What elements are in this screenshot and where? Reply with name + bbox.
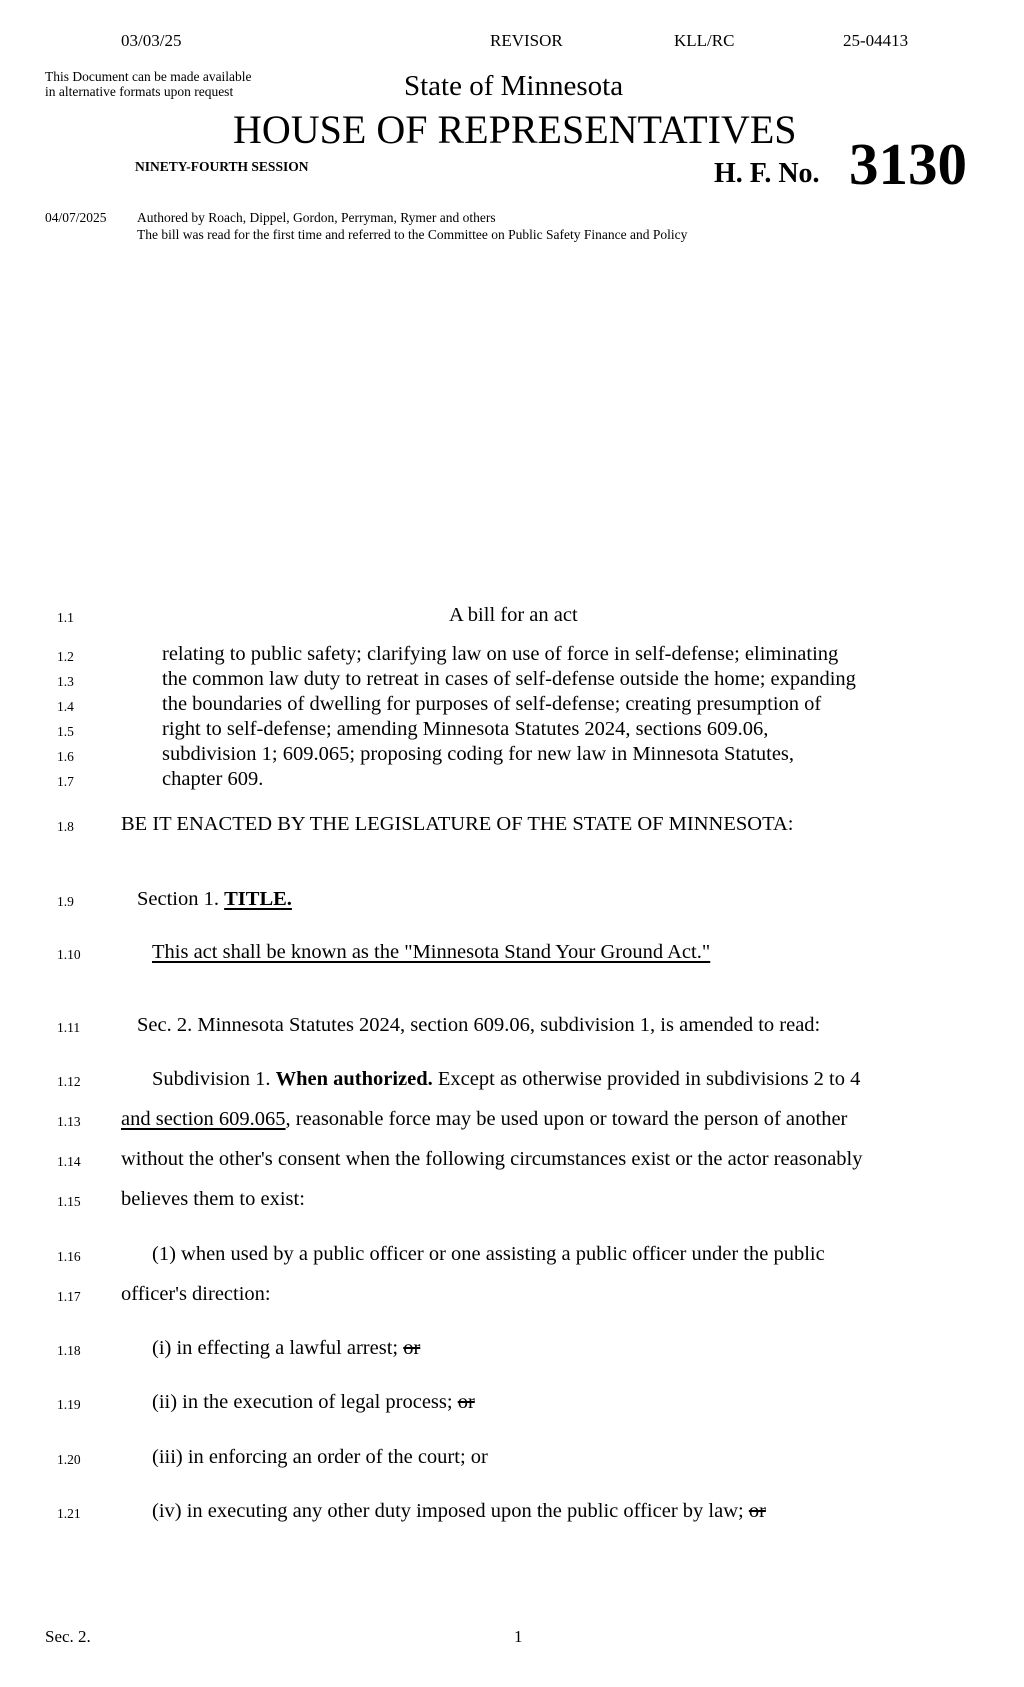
line-number: 1.20 [57, 1452, 81, 1467]
statute-text: (1) when used by a public officer or one assisting a public officer under the public [152, 1243, 825, 1265]
line-number: 1.8 [57, 819, 74, 834]
line-number: 1.19 [57, 1397, 81, 1412]
title-text: chapter 609. [162, 768, 264, 790]
header-date: 03/03/25 [121, 31, 182, 50]
statute-text [152, 1391, 475, 1414]
authors-line: Authored by Roach, Dippel, Gordon, Perryman, Rymer and others [137, 210, 496, 225]
line-number: 1.3 [57, 674, 74, 689]
line-number: 1.6 [57, 749, 74, 764]
referral-line: The bill was read for the first time and referred to the Committee on Public Safety Finance and Policy [137, 227, 688, 242]
subdivision-title: When authorized. [275, 1068, 433, 1090]
line-number: 1.16 [57, 1249, 81, 1264]
header-initials: KLL/RC [674, 31, 735, 50]
section-title: TITLE. [224, 888, 292, 910]
deleted-text: or [403, 1337, 421, 1359]
section-heading [137, 888, 292, 911]
header-doc-number: 25-04413 [843, 31, 909, 50]
line-number: 1.1 [57, 610, 74, 625]
footer-section: Sec. 2. [45, 1627, 91, 1646]
line-number: 1.15 [57, 1194, 81, 1209]
line-number: 1.4 [57, 699, 74, 714]
line-number: 1.18 [57, 1343, 81, 1358]
statute-text [152, 1068, 860, 1091]
title-text: right to self-defense; amending Minnesota Statutes 2024, sections 609.06, [162, 718, 769, 740]
title-text: subdivision 1; 609.065; proposing coding for new law in Minnesota Statutes, [162, 743, 795, 765]
title-text: the common law duty to retreat in cases of self-defense outside the home; expanding [162, 668, 856, 690]
statute-text: without the other's consent when the following circumstances exist or the actor reasonably [121, 1148, 863, 1170]
line-number: 1.21 [57, 1506, 81, 1521]
statute-text-span: (iv) in executing any other duty imposed upon the public officer by law; [152, 1500, 749, 1522]
line-number: 1.10 [57, 947, 81, 962]
chamber-title: HOUSE OF REPRESENTATIVES [233, 107, 797, 152]
statute-text: believes them to exist: [121, 1188, 305, 1210]
short-title-text: This act shall be known as the "Minnesota Stand Your Ground Act." [152, 941, 711, 963]
line-number: 1.5 [57, 724, 74, 739]
page-number: 1 [514, 1627, 523, 1646]
accessibility-notice-line-1: This Document can be made available [45, 69, 252, 84]
statute-text-span: Except as otherwise provided in subdivisions 2 to 4 [432, 1068, 861, 1090]
session-label: NINETY-FOURTH SESSION [135, 159, 309, 174]
section-label: Section 1. [137, 888, 225, 910]
line-number: 1.14 [57, 1154, 81, 1169]
intro-date: 04/07/2025 [45, 210, 107, 225]
statute-text-span: , reasonable force may be used upon or toward the person of another [285, 1108, 848, 1130]
enacting-clause: BE IT ENACTED BY THE LEGISLATURE OF THE STATE OF MINNESOTA: [121, 813, 794, 835]
statute-text-span: (ii) in the execution of legal process; [152, 1391, 458, 1413]
statute-text [152, 1500, 766, 1523]
line-number: 1.9 [57, 894, 74, 909]
line-number: 1.7 [57, 774, 74, 789]
hf-number: 3130 [849, 131, 967, 197]
title-text: the boundaries of dwelling for purposes of self-defense; creating presumption of [162, 693, 822, 715]
deleted-text: or [457, 1391, 475, 1413]
line-number: 1.13 [57, 1114, 81, 1129]
subdivision-label: Subdivision 1. [152, 1068, 276, 1090]
inserted-text: and section 609.065 [121, 1108, 286, 1130]
section-heading: Sec. 2. Minnesota Statutes 2024, section 609.06, subdivision 1, is amended to read: [137, 1014, 821, 1036]
state-title: State of Minnesota [404, 70, 624, 102]
line-number: 1.12 [57, 1074, 81, 1089]
hf-label: H. F. No. [714, 158, 820, 189]
statute-text: officer's direction: [121, 1283, 271, 1305]
line-number: 1.17 [57, 1289, 81, 1304]
statute-text-span: (i) in effecting a lawful arrest; [152, 1337, 404, 1359]
header-office: REVISOR [490, 31, 563, 50]
statute-text [152, 1337, 420, 1360]
accessibility-notice-line-2: in alternative formats upon request [45, 84, 234, 99]
line-number: 1.11 [57, 1020, 81, 1035]
deleted-text: or [748, 1500, 766, 1522]
title-text: relating to public safety; clarifying law on use of force in self-defense; eliminating [162, 643, 839, 665]
line-number: 1.2 [57, 649, 74, 664]
statute-text: (iii) in enforcing an order of the court; or [152, 1446, 488, 1468]
statute-text [121, 1108, 847, 1131]
bill-title: A bill for an act [449, 604, 578, 626]
